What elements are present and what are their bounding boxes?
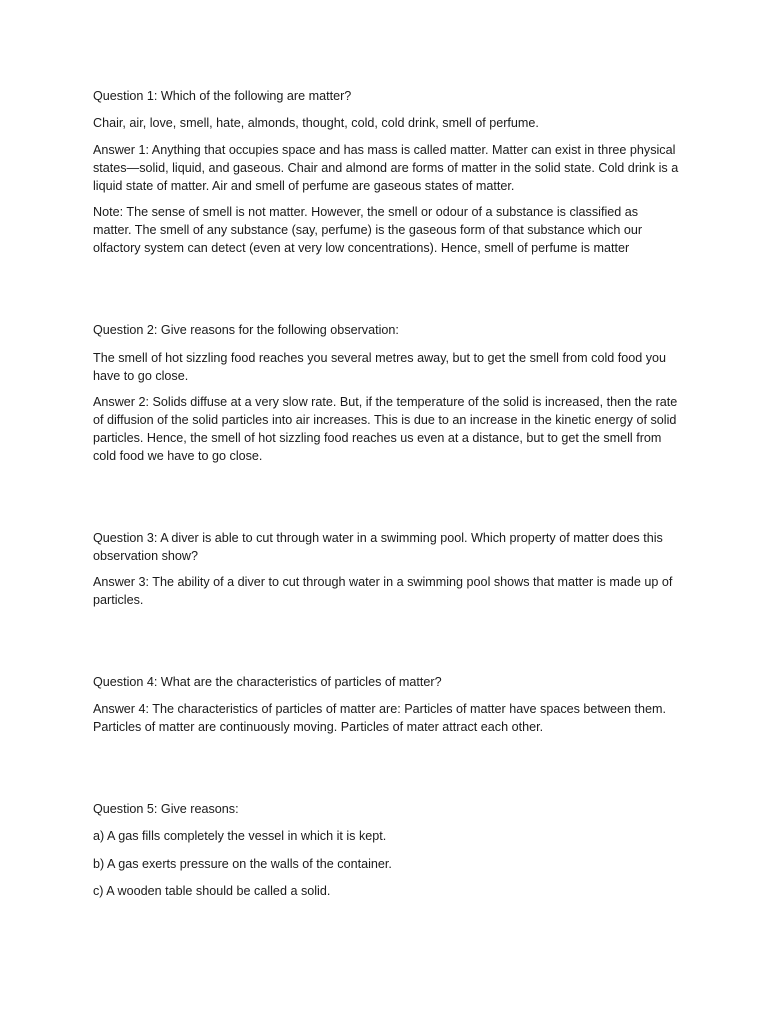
question-4: Question 4: What are the characteristics of particles of matter? [93,675,442,689]
question-3: Question 3: A diver is able to cut through water in a swimming pool. Which property of matter does this observation show? [93,531,663,563]
question-5: Question 5: Give reasons: [93,802,239,816]
answer-1: Answer 1: Anything that occupies space and has mass is called matter. Matter can exist in three physical states—solid, liquid, and gaseous. Chair and almond are forms of matter in the solid state. Cold drink is a liquid state of matter. Air and smell of perfume are gaseous states of matter. [93,143,679,193]
answer-2: Answer 2: Solids diffuse at a very slow rate. But, if the temperature of the solid is increased, then the rate of diffusion of the solid particles into air increases. This is due to an increase in the kinetic energy of solid particles. Hence, the smell of hot sizzling food reaches us even at a distance, but to get the smell from cold food we have to go close. [93,395,678,463]
question-5-item-b: b) A gas exerts pressure on the walls of the container. [93,857,392,871]
answer-3: Answer 3: The ability of a diver to cut through water in a swimming pool shows that matter is made up of particles. [93,575,673,607]
question-5-item-a: a) A gas fills completely the vessel in which it is kept. [93,829,387,843]
question-1-list: Chair, air, love, smell, hate, almonds, thought, cold, cold drink, smell of perfume. [93,116,539,130]
note-1: Note: The sense of smell is not matter. However, the smell or odour of a substance is classified as matter. The smell of any substance (say, perfume) is the gaseous form of that substance which our olfactory system can detect (even at very low concentrations). Hence, smell of perfume is matter [93,205,643,255]
question-1: Question 1: Which of the following are matter? [93,89,352,103]
answer-4: Answer 4: The characteristics of particles of matter are: Particles of matter have spaces between them. Particles of matter are continuously moving. Particles of mater attract each other. [93,702,667,734]
question-5-item-c: c) A wooden table should be called a solid. [93,884,331,898]
question-2-observation: The smell of hot sizzling food reaches you several metres away, but to get the smell from cold food you have to go close. [93,351,667,383]
question-2: Question 2: Give reasons for the following observation: [93,323,399,337]
